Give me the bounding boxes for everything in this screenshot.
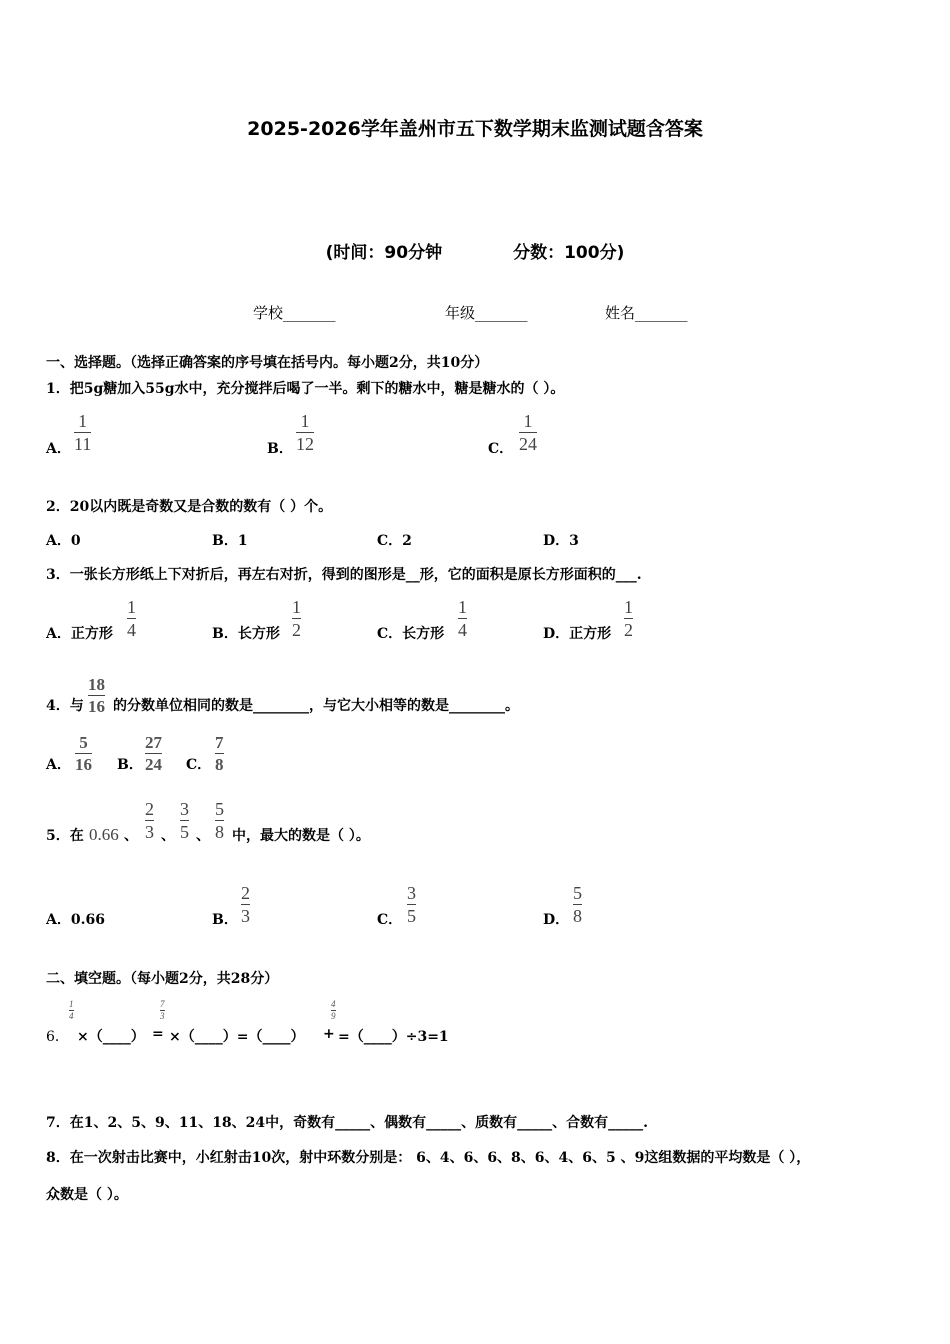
q3-option-a-fraction: 1 4 xyxy=(127,597,136,640)
school-field: 学校_______ xyxy=(253,304,336,322)
q6-part-5: =（____）÷3=1 xyxy=(338,1029,449,1045)
grade-field: 年级_______ xyxy=(445,304,528,322)
q1-option-a: A． xyxy=(46,441,71,457)
q5-option-c: C． xyxy=(377,912,403,928)
q5-fraction-1: 2 3 xyxy=(145,799,154,842)
question-8-line-1: 8．在一次射击比赛中，小红射击10次，射中环数分别是： 6、4、6、6、8、6、4、6、5 、9这组数据的平均数是（ ）， xyxy=(46,1150,811,1166)
page-title: 2025-2026学年盖州市五下数学期末监测试题含答案 xyxy=(247,118,703,140)
q6-fraction-1: 1 4 xyxy=(69,999,74,1021)
q5-option-c-fraction: 3 5 xyxy=(407,883,416,926)
q1-option-a-fraction: 1 11 xyxy=(74,411,92,454)
q5-fraction-2: 3 5 xyxy=(180,799,189,842)
q5-decimal: 0.66 xyxy=(89,825,119,844)
q1-option-b-fraction: 1 12 xyxy=(296,411,314,454)
question-1: 1．把5g糖加入55g水中，充分搅拌后喝了一半。剩下的糖水中，糖是糖水的（ ）。 xyxy=(46,381,565,397)
q3-option-c-fraction: 1 4 xyxy=(458,597,467,640)
question-4-prefix: 4．与 xyxy=(46,698,84,714)
q4-option-c: C． xyxy=(186,757,212,773)
q6-part-4: + xyxy=(323,1026,335,1042)
q4-option-c-fraction: 7 8 xyxy=(215,733,224,774)
q1-option-b: B． xyxy=(267,441,293,457)
q4-option-a-fraction: 5 16 xyxy=(75,733,92,774)
question-5-prefix: 5．在 xyxy=(46,828,84,844)
q3-option-b-fraction: 1 2 xyxy=(292,597,301,640)
q3-option-d: D．正方形 xyxy=(543,626,612,642)
question-3: 3．一张长方形纸上下对折后，再左右对折，得到的图形是__形，它的面积是原长方形面积的___. xyxy=(46,567,642,583)
exam-time-score: (时间：90分钟 分数：100分) xyxy=(325,243,625,263)
question-8-line-2: 众数是（ ）。 xyxy=(46,1187,128,1203)
q6-part-2: = xyxy=(152,1026,164,1042)
q3-option-a: A．正方形 xyxy=(46,626,113,642)
question-5-text: 中，最大的数是（ ）。 xyxy=(232,828,370,844)
q3-option-c: C．长方形 xyxy=(377,626,445,642)
question-7: 7．在1、2、5、9、11、18、24中，奇数有_____、偶数有_____、质数有_____、合数有_____. xyxy=(46,1115,649,1131)
q5-option-d: D． xyxy=(543,912,570,928)
q4-option-b: B． xyxy=(117,757,143,773)
section-2-heading: 二、填空题。（每小题2分，共28分） xyxy=(46,971,279,987)
question-6-number: 6． xyxy=(46,1029,69,1045)
q5-sep-3: 、 xyxy=(196,828,210,844)
q5-sep-2: 、 xyxy=(161,828,175,844)
q2-option-b: B．1 xyxy=(212,533,248,549)
q6-part-1: ×（____） xyxy=(77,1029,145,1045)
q6-fraction-2: 7 3 xyxy=(160,999,165,1021)
q5-option-d-fraction: 5 8 xyxy=(573,883,582,926)
q2-option-a: A．0 xyxy=(46,533,81,549)
name-field: 姓名_______ xyxy=(605,304,688,322)
q6-fraction-3: 4 9 xyxy=(331,999,336,1021)
q5-option-a: A．0.66 xyxy=(46,912,105,928)
q4-option-a: A． xyxy=(46,757,71,773)
q5-sep-1: 、 xyxy=(124,828,138,844)
q3-option-b: B．长方形 xyxy=(212,626,280,642)
q5-option-b: B． xyxy=(212,912,238,928)
q5-option-b-fraction: 2 3 xyxy=(241,883,250,926)
section-1-heading: 一、选择题。（选择正确答案的序号填在括号内。每小题2分，共10分） xyxy=(46,355,489,371)
question-4-text: 的分数单位相同的数是________，与它大小相等的数是________。 xyxy=(113,698,519,714)
q5-fraction-3: 5 8 xyxy=(215,799,224,842)
q4-option-b-fraction: 27 24 xyxy=(145,733,162,774)
q2-option-c: C．2 xyxy=(377,533,412,549)
q2-option-d: D．3 xyxy=(543,533,579,549)
q6-part-3: ×（____）=（____） xyxy=(169,1029,305,1045)
q1-option-c: C． xyxy=(488,441,514,457)
q1-option-c-fraction: 1 24 xyxy=(519,411,537,454)
q3-option-d-fraction: 1 2 xyxy=(624,597,633,640)
question-2: 2．20以内既是奇数又是合数的数有（ ）个。 xyxy=(46,499,333,515)
q4-fraction: 18 16 xyxy=(88,675,105,716)
